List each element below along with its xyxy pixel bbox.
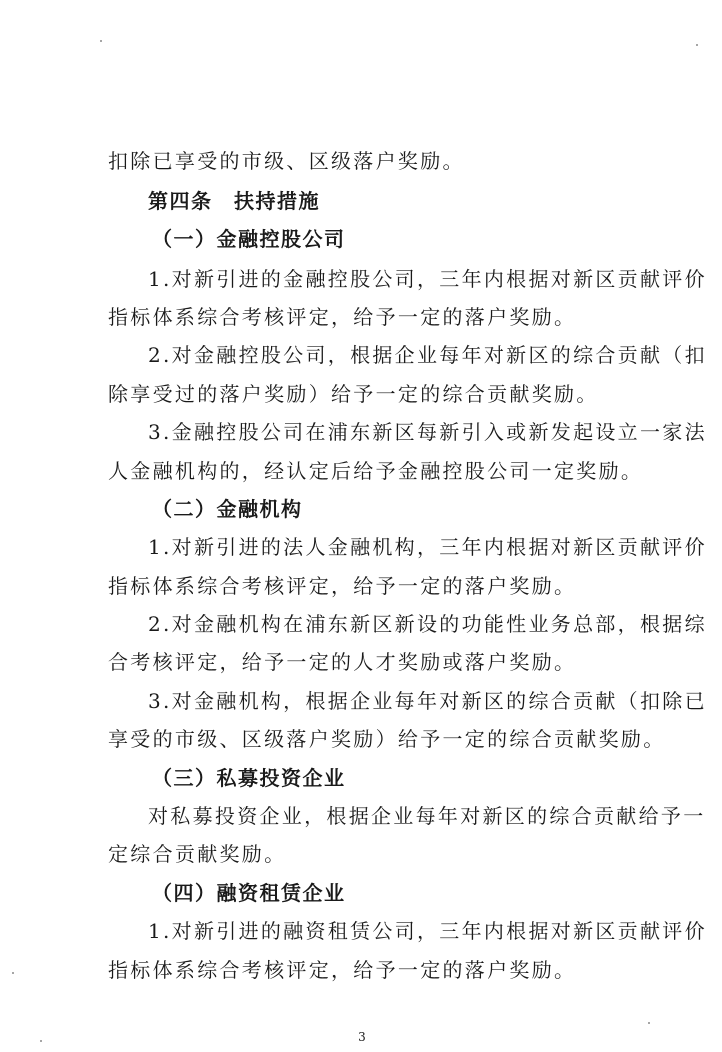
paragraph-line: 扣除已享受的市级、区级落户奖励。 [108, 149, 465, 173]
paragraph-line: 1.对新引进的法人金融机构，三年内根据对新区贡献评价 [148, 535, 707, 559]
scan-speck [40, 1040, 42, 1042]
paragraph-line: 除享受过的落户奖励）给予一定的综合贡献奖励。 [108, 382, 599, 406]
paragraph-line: 指标体系综合考核评定，给予一定的落户奖励。 [108, 305, 577, 329]
paragraph-line: 合考核评定，给予一定的人才奖励或落户奖励。 [108, 650, 577, 674]
paragraph-line: 2.对金融控股公司，根据企业每年对新区的综合贡献（扣 [148, 343, 707, 367]
section-heading: （四）融资租赁企业 [152, 881, 346, 905]
paragraph-line: 对私募投资企业，根据企业每年对新区的综合贡献给予一 [148, 804, 706, 828]
section-heading: （三）私募投资企业 [152, 766, 346, 790]
page-number: 3 [358, 1030, 366, 1044]
section-heading: （二）金融机构 [152, 497, 303, 521]
scan-speck [100, 40, 102, 42]
paragraph-line: 1.对新引进的融资租赁公司，三年内根据对新区贡献评价 [148, 919, 707, 943]
scan-speck [648, 1022, 650, 1024]
article-heading: 第四条 扶持措施 [148, 189, 320, 213]
paragraph-line: 3.金融控股公司在浦东新区每新引入或新发起设立一家法 [148, 420, 707, 444]
paragraph-line: 定综合贡献奖励。 [108, 842, 287, 866]
paragraph-line: 1.对新引进的金融控股公司，三年内根据对新区贡献评价 [148, 267, 707, 291]
paragraph-line: 3.对金融机构，根据企业每年对新区的综合贡献（扣除已 [148, 689, 707, 713]
scan-speck [12, 972, 14, 974]
scan-speck [696, 44, 698, 46]
paragraph-line: 指标体系综合考核评定，给予一定的落户奖励。 [108, 574, 577, 598]
paragraph-line: 指标体系综合考核评定，给予一定的落户奖励。 [108, 958, 577, 982]
section-heading: （一）金融控股公司 [152, 227, 346, 251]
paragraph-line: 享受的市级、区级落户奖励）给予一定的综合贡献奖励。 [108, 727, 666, 751]
paragraph-line: 人金融机构的，经认定后给予金融控股公司一定奖励。 [108, 459, 644, 483]
paragraph-line: 2.对金融机构在浦东新区新设的功能性业务总部，根据综 [148, 612, 707, 636]
